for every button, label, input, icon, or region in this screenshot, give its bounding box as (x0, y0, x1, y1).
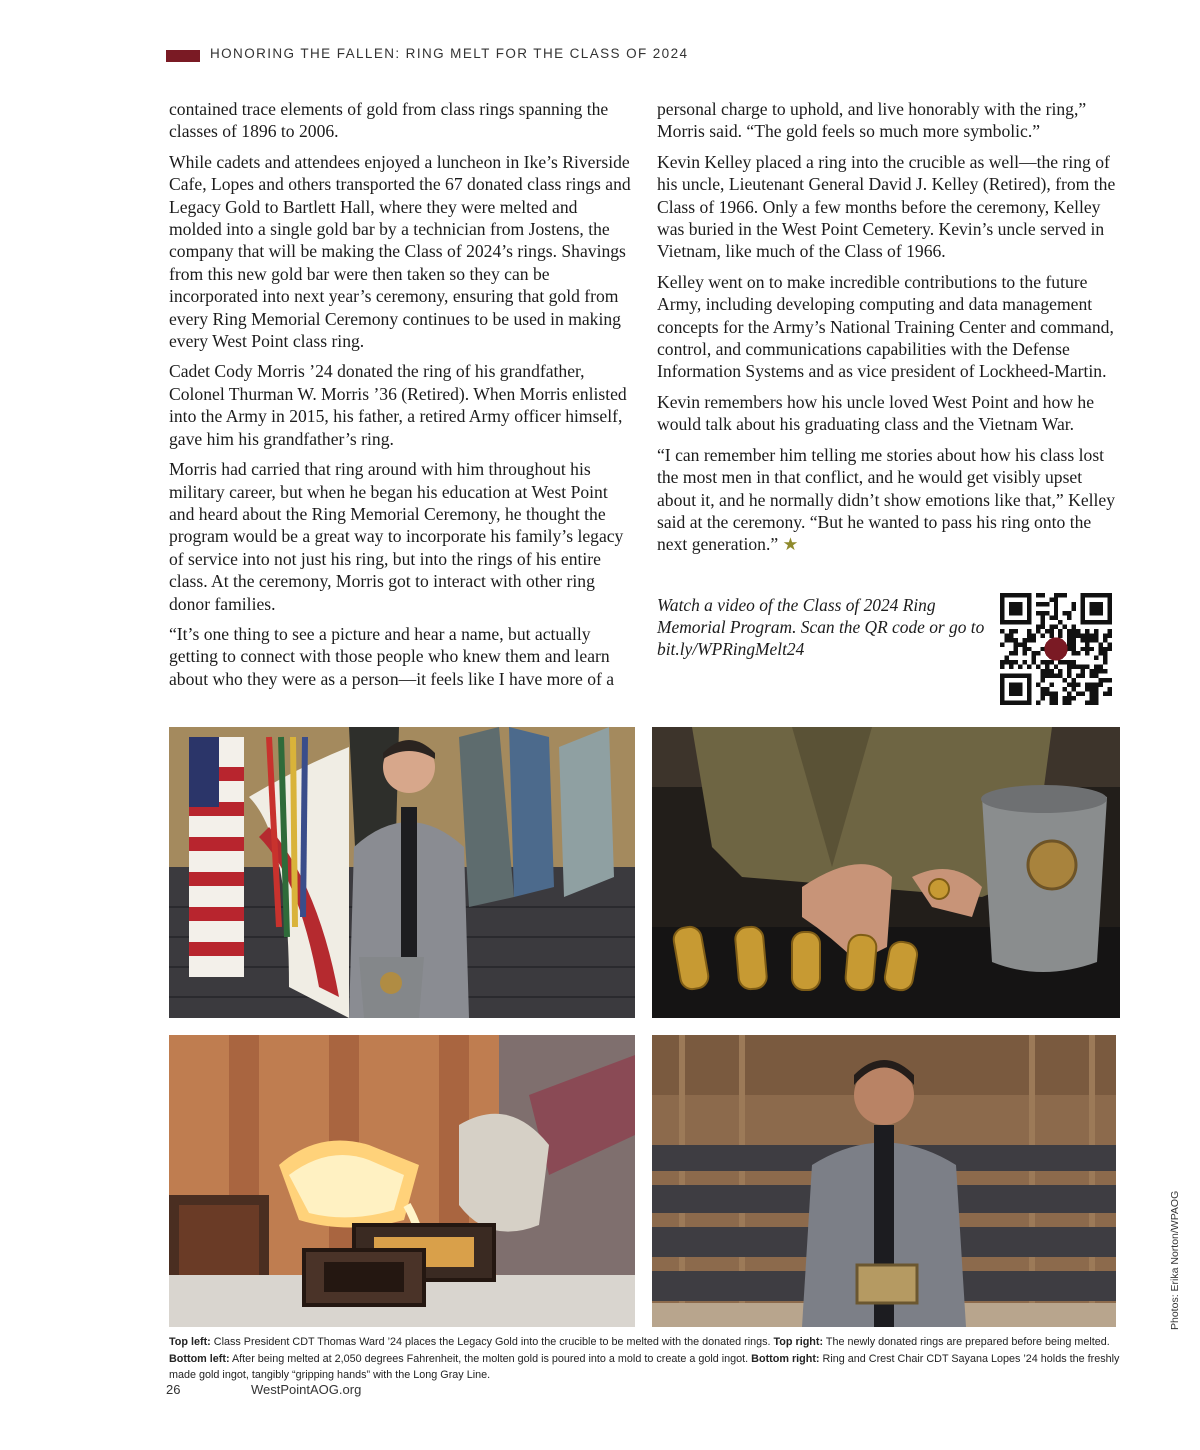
caption-text: Class President CDT Thomas Ward ’24 places the Legacy Gold into the crucible to be melted with the donated rings. (210, 1336, 774, 1348)
article-paragraph: contained trace elements of gold from class rings spanning the classes of 1896 to 2006. (169, 99, 609, 142)
video-cta-text[interactable]: Watch a video of the Class of 2024 Ring Memorial Program. Scan the QR code or go to bit.ly/WPRingMelt24 (657, 595, 985, 659)
photo-cadet-gold-ingot (652, 1035, 1116, 1327)
caption-text: The newly donated rings are prepared before being melted. (823, 1336, 1110, 1348)
article-paragraph: Kevin remembers how his uncle loved West Point and how he would talk about his graduating class and the Vietnam War. (657, 391, 1095, 435)
final-paragraph-text: “I can remember him telling me stories about how his class lost the most men in that conflict, and he would get visibly upset about it, and he normally didn’t show emotions like that,” Kelley said at the ceremony. “But he wanted to pass his ring onto the next generation.” (657, 444, 1116, 555)
caption-label: Bottom left: (169, 1352, 230, 1365)
end-star-icon: ★ (782, 534, 799, 555)
header-accent-bar (166, 50, 200, 62)
qr-code-icon[interactable] (1000, 593, 1112, 705)
article-paragraph-final (657, 444, 1123, 556)
article-paragraph: Kelley went on to make incredible contributions to the future Army, including developing computing and data management concepts for the Army’s National Training Center and command, control, and communications capabilities with the Defense Information Systems and as vice president of Lockheed-Martin. (657, 271, 1114, 382)
photo-molten-gold-pour (169, 1035, 635, 1327)
photo-cadet-crucible (169, 727, 635, 1018)
article-right-column (657, 98, 1123, 564)
article-paragraph: Morris had carried that ring around with him throughout his military career, but when he began his education at West Point and heard about the Ring Memorial Ceremony, he thought the program would be a great way to incorporate his family’s legacy of service into not just his ring, but into the rings of his entire class. At the ceremony, Morris got to interact with other ring donor families. (169, 459, 624, 614)
article-left-column (169, 98, 633, 698)
caption-label: Bottom right: (751, 1352, 820, 1365)
page-number: 26 (166, 1382, 181, 1397)
article-paragraph: personal charge to uphold, and live honorably with the ring,” Morris said. “The gold feels so much more symbolic.” (657, 99, 1087, 142)
article-paragraph: “It’s one thing to see a picture and hear a name, but actually getting to connect with those people who knew them and learn about who they were as a person—it feels like I have more of a (169, 623, 615, 689)
photo-credit: Photos: Erika Norton/WPAOG (1169, 1190, 1181, 1330)
caption-label: Top left: (169, 1336, 211, 1348)
caption-text: After being melted at 2,050 degrees Fahrenheit, the molten gold is poured into a mold to create a gold ingot. (229, 1352, 752, 1365)
article-paragraph: Cadet Cody Morris ’24 donated the ring of his grandfather, Colonel Thurman W. Morris ’36 (Retired). When Morris enlisted into the Army in 2015, his father, a retired Army officer himself, gave him his grandfather’s ring. (169, 361, 627, 449)
article-paragraph: While cadets and attendees enjoyed a luncheon in Ike’s Riverside Cafe, Lopes and others transported the 67 donated class rings and Legacy Gold to Bartlett Hall, where they were melted and molded into a single gold bar by a technician from Jostens, the company that will be making the Class of 2024’s rings. Shavings from this new gold bar were then taken so they can be incorporated into next year’s ceremony, ensuring that gold from every Ring Memorial Ceremony continues to be used in making every West Point class ring. (169, 151, 631, 352)
caption-text: Ring and Crest Chair CDT Sayana Lopes ’24 holds the freshly made gold ingot, tangibly “gripping hands” with the Long Gray Line. (169, 1352, 1120, 1381)
caption-label: Top right: (773, 1336, 824, 1348)
photo-caption (169, 1334, 1121, 1384)
article-paragraph: Kevin Kelley placed a ring into the crucible as well—the ring of his uncle, Lieutenant General David J. Kelley (Retired), from the Class of 1966. Only a few months before the ceremony, Kelley was buried in the West Point Cemetery. Kevin’s uncle served in Vietnam, like much of the Class of 1966. (657, 151, 1116, 262)
section-header-title: HONORING THE FALLEN: RING MELT FOR THE CLASS OF 2024 (210, 46, 689, 61)
photo-donated-rings (652, 727, 1120, 1018)
footer-site-link[interactable]: WestPointAOG.org (251, 1382, 362, 1397)
